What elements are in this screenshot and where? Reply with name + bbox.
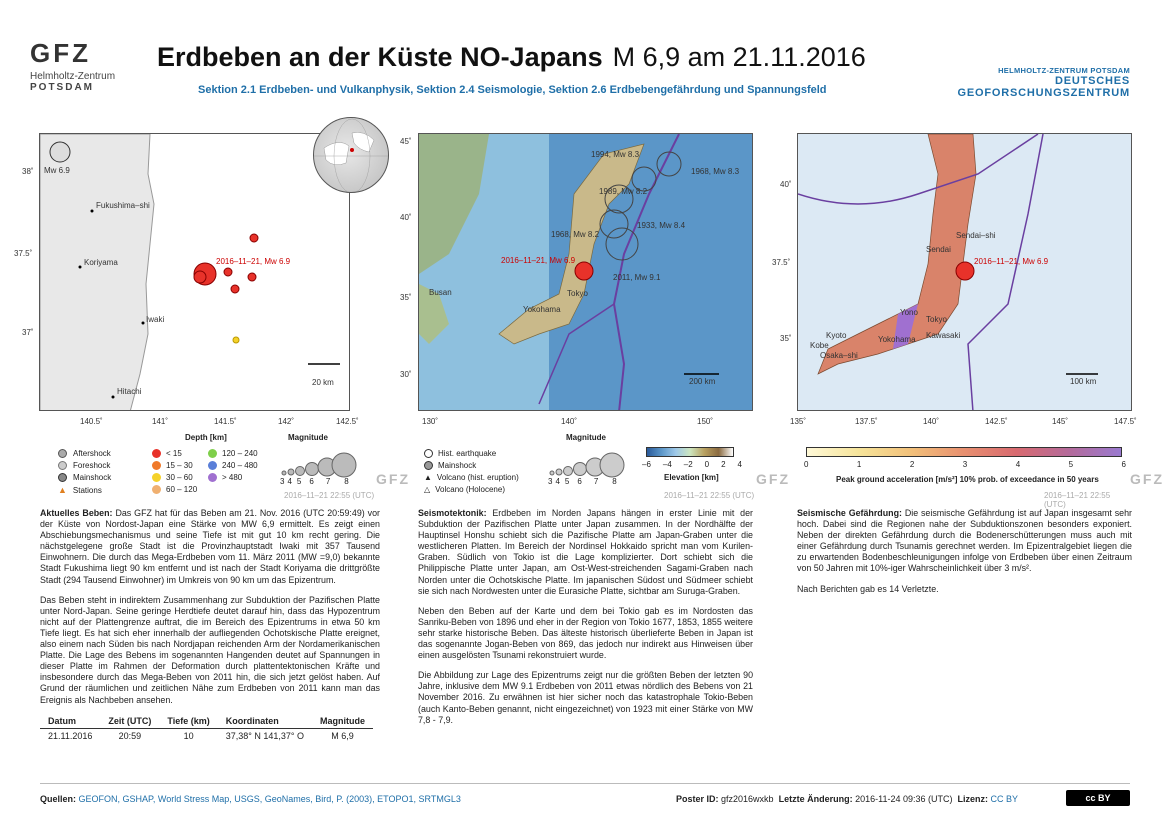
- logo-sub2: POTSDAM: [30, 82, 94, 93]
- column-current-quake: [40, 508, 380, 744]
- globe-svg: [314, 118, 389, 193]
- city-dot: [91, 210, 94, 213]
- title-bold: Erdbeben an der Küste NO-Japans: [157, 42, 603, 72]
- aftershock-marker: [250, 234, 258, 242]
- table-cell: 21.11.2016: [48, 730, 93, 741]
- elevation-title: Elevation [km]: [664, 473, 719, 482]
- hist-label: 1968, Mw 8.3: [691, 167, 740, 176]
- hazard-ticks: [804, 460, 1126, 469]
- right-logo-line3: GEOFORSCHUNGSZENTRUM: [957, 87, 1130, 99]
- lat-tick: 35˚: [400, 293, 412, 302]
- section-heading: Aktuelles Beben:: [40, 508, 113, 518]
- map-hazard[interactable]: [797, 133, 1132, 411]
- aftershock-marker: [233, 337, 239, 343]
- mag-tick: 4: [555, 477, 560, 486]
- paragraph: Die Abbildung zur Lage des Epizentrums zeigt nur die größten Beben der letzten 90 Jahre, inklusive dem MW 9.1 Erdbeben von 2011 etwas nördlich des Bebens von 21 November 2016. Zu erwähnen ist hier sicher noch das katastrophale Tokio-Beben (auch Kanto-Beben genannt, nicht eingezeichnet) von 1923 mit einer Stärke von MW 7,8 - 7,9.: [418, 670, 753, 725]
- hazard-tick: 2: [909, 460, 915, 469]
- depth-swatch: [208, 461, 217, 470]
- depth-swatch: [152, 473, 161, 482]
- map1-svg: [40, 134, 350, 411]
- aftershock-icon: [58, 449, 67, 458]
- foreshock-icon: [58, 461, 67, 470]
- city-dot: [112, 396, 115, 399]
- scale-label: 20 km: [312, 378, 334, 387]
- lon-tick: 137.5˚: [855, 417, 878, 426]
- mag-tick: 8: [612, 477, 617, 486]
- lat-tick: 37.5˚: [772, 258, 791, 267]
- mainshock-icon: [58, 473, 67, 482]
- mag-circle: [296, 467, 305, 476]
- hazard-tick: 0: [804, 460, 809, 469]
- license-label: Lizenz:: [957, 794, 989, 804]
- lat-tick: 38˚: [22, 167, 34, 176]
- mag-tick: 8: [344, 477, 349, 486]
- aftershock-marker: [224, 268, 232, 276]
- gfz-watermark: GFZ: [756, 471, 790, 487]
- paragraph: Erdbeben im Norden Japans hängen in erster Linie mit der Subduktion der Pazifischen Platte unter Japan zusammen. In der Nordhälfte der Hauptinsel Honshu schiebt sich die Pazifische Platte am Japan-Graben unter die westlicheren Platten. Im Bereich der Nordinsel Hokkaido spricht man vom Kurilen-Graben. Südlich von Tokio ist die Lage komplizierter. Dort schiebt sich die Philippische Platte unter Japan, am Ost-West-streichenden Sagami-Graben nach Norden unter die Ochotskische Platte. Im japanischen Südost und Südmeer schiebt sie sich nach Nordwesten unter die Eurasiche Platte, sichtbar am Suruga-Graben.: [418, 508, 754, 596]
- gfz-watermark: GFZ: [1130, 471, 1164, 487]
- last-changed: 2016-11-24 09:36 (UTC): [855, 794, 953, 804]
- hazard-title: Peak ground acceleration [m/s²] 10% prob. of exceedance in 50 years: [836, 475, 1099, 484]
- legend-item: [58, 461, 110, 470]
- city-label: Yokohama: [878, 335, 916, 344]
- mag-circle: [332, 453, 356, 477]
- globe-epicenter: [350, 148, 354, 152]
- aftershock-marker: [194, 271, 206, 283]
- mag-circle: [564, 467, 573, 476]
- lat-tick: 37.5˚: [14, 249, 33, 258]
- section-heading: Seismische Gefährdung:: [797, 508, 902, 518]
- lat-tick: 35˚: [780, 334, 792, 343]
- timestamp: 2016–11–21 22:55 (UTC): [1044, 491, 1111, 509]
- mag-tick: 5: [564, 477, 570, 486]
- mag-tick: 3: [280, 477, 285, 486]
- license-link[interactable]: CC BY: [990, 794, 1019, 804]
- legend-label: Hist. earthquake: [438, 449, 497, 458]
- lon-tick: 147.5˚: [1114, 417, 1137, 426]
- mag-circle: [574, 463, 587, 476]
- depth-swatch: [152, 461, 161, 470]
- hazard-tick: 3: [962, 460, 968, 469]
- city-label: Sendai–shi: [956, 231, 996, 240]
- legend-item: [58, 473, 111, 482]
- lat-tick: 30˚: [400, 370, 412, 379]
- lat-tick: 40˚: [400, 213, 412, 222]
- lon-tick: 130˚: [422, 417, 439, 426]
- poster-id-label: Poster ID:: [676, 794, 719, 804]
- city-label: Iwaki: [146, 315, 165, 324]
- gfz-watermark: GFZ: [376, 471, 410, 487]
- column-hazard: [797, 508, 1132, 604]
- legend-label: Stations: [72, 486, 102, 495]
- aftershock-marker: [248, 273, 256, 281]
- city-label: Yono: [900, 308, 918, 317]
- aftershock-marker: [231, 285, 239, 293]
- hist-label: 1989, Mw 8.2: [599, 187, 648, 196]
- legend-label: Volcano (hist. eruption): [436, 473, 519, 482]
- city-dot: [142, 322, 145, 325]
- event-label: 2016–11–21, Mw 6.9: [216, 257, 291, 266]
- right-logo-line2: DEUTSCHES: [1054, 75, 1130, 87]
- depth-swatch: [152, 449, 161, 458]
- mainshock-icon: [424, 461, 433, 470]
- lon-tick: 142.5˚: [336, 417, 359, 426]
- depth-label: 30 – 60: [166, 473, 193, 482]
- map-tectonic-overview[interactable]: [418, 133, 753, 411]
- elev-tick: 4: [737, 460, 742, 469]
- logo-sub1: Helmholtz-Zentrum: [30, 71, 116, 82]
- city-label: Tokyo: [926, 315, 947, 324]
- footer-sources: [40, 794, 461, 804]
- mag-tick: 5: [296, 477, 302, 486]
- event-label: 2016–11–21, Mw 6.9: [501, 256, 576, 265]
- hist-label: 1968, Mw 8.2: [551, 230, 600, 239]
- city-label: Kawasaki: [926, 331, 961, 340]
- elev-tick: –4: [662, 460, 672, 469]
- cc-badge-text: cc BY: [1085, 793, 1111, 803]
- elev-tick: –6: [642, 460, 651, 469]
- mainshock-marker[interactable]: [956, 262, 974, 280]
- hazard-tick: 4: [1015, 460, 1021, 469]
- city-label: Tokyo: [567, 289, 588, 298]
- mag-circle: [306, 463, 319, 476]
- section-heading: Seismotektonik:: [418, 508, 487, 518]
- paragraph: Das Beben steht in indirektem Zusammenhang zur Subduktion der Pazifischen Platte unter Nord-Japan. Seine geringe Herdtiefe deutet darauf hin, dass das Hypozentrum nicht auf der Plattengrenze auftrat, die im Bereich des Epizentrums in etwa 50 km Tiefe liegt. Es hat sich eher innerhalb der aufliegenden Ochotskische Platte ereignet, also einem nach Süden bis nach Nordjapan reichenden Arm der Nordamerikanischen Platte. Die Lage des Bebens im sogenannten Hangenden deutet auf Spannungen in dieser Platte im Rahmen der Deformation durch plattentektonischen Kräfte und insbesondere durch das Mega-Beben von 2011 hin, die sich jetzt gelöst haben. Auf Grund der räumlichen und zeitlichen Nähe zum Erdbeben von 2011 kann man das Ereignis als Nachbeben ansehen.: [40, 594, 380, 705]
- hist-label: 1994, Mw 8.3: [591, 150, 640, 159]
- mag-tick: 7: [593, 477, 599, 486]
- city-label: Busan: [429, 288, 452, 297]
- elev-tick: 0: [704, 460, 710, 469]
- globe-land: [352, 132, 374, 152]
- scale-label: 100 km: [1070, 377, 1097, 386]
- footer-meta: [676, 794, 1018, 804]
- volcano-triangle-icon: ▲: [424, 473, 432, 482]
- sources-links[interactable]: GEOFON, GSHAP, World Stress Map, USGS, GeoNames, Bird, P. (2003), ETOPO1, SRTMGL3: [78, 794, 461, 804]
- mag-tick: 6: [577, 477, 582, 486]
- city-label: Kyoto: [826, 331, 847, 340]
- mag-circle: [600, 453, 624, 477]
- lon-tick: 141˚: [152, 417, 169, 426]
- city-label: Sendai: [926, 245, 951, 254]
- station-triangle-icon: ▲: [58, 485, 67, 495]
- legend-label: Volcano (Holocene): [435, 485, 505, 494]
- map3-svg: [798, 134, 1132, 411]
- depth-swatch: [208, 449, 217, 458]
- city-label: Hitachi: [117, 387, 142, 396]
- hazard-tick: 1: [856, 460, 862, 469]
- legend-map1: [40, 433, 410, 503]
- depth-label: > 480: [222, 473, 243, 482]
- globe-land: [324, 142, 349, 164]
- lon-tick: 142˚: [278, 417, 295, 426]
- hazard-tick: 5: [1068, 460, 1074, 469]
- city-label: Kobe: [810, 341, 829, 350]
- paragraph: Die seismische Gefährdung ist auf Japan insgesamt sehr hoch. Dabei sind die Regionen nahe der Subduktionszonen besonders exponiert. Neben der direkten Gefährdung durch die Bodenerschütterungen muss auch mit einer Gefährdung durch Tsunamis gerechnet werden. Im Epizentralgebiet liegen die zu erwartenden Bodenbeschleunigungen infolge von Erdbeben über einen Zeitraum von 50 Jahren mit 10%-iger Wahrscheinlichkeit über 3 m/s².: [797, 508, 1132, 574]
- lon-tick: 140˚: [561, 417, 578, 426]
- legend-item: [58, 485, 102, 495]
- table-header: Zeit (UTC): [100, 715, 159, 729]
- legend-label: Foreshock: [73, 461, 111, 470]
- table-header-row: [40, 715, 373, 729]
- lon-tick: 140.5˚: [80, 417, 103, 426]
- table-row: [40, 728, 373, 744]
- table-header: Magnitude: [312, 715, 373, 729]
- depth-label: 15 – 30: [166, 461, 193, 470]
- city-dot: [79, 266, 82, 269]
- timestamp: 2016–11–21 22:55 (UTC): [284, 491, 375, 500]
- volcano-outline-icon: △: [424, 485, 431, 494]
- lon-tick: 145˚: [1052, 417, 1069, 426]
- legend-item: [58, 449, 111, 458]
- elev-tick: 2: [721, 460, 726, 469]
- depth-label: < 15: [166, 449, 182, 458]
- gfz-logo: [30, 38, 120, 98]
- globe-inset: [313, 117, 389, 193]
- timestamp: 2016–11–21 22:55 (UTC): [664, 491, 755, 500]
- table-header: Koordinaten: [218, 715, 312, 729]
- scale-label: 200 km: [689, 377, 716, 386]
- quake-data-table: [40, 715, 373, 744]
- legend-map3: [800, 433, 1164, 509]
- gfz-right-logo: [958, 66, 1130, 99]
- land-mass: [40, 134, 154, 411]
- paragraph: Neben den Beben auf der Karte und dem bei Tokio gab es im Nordosten das Sanriku-Beben von 1896 und eher in der Region von Tokio 1677, 1853, 1855 weitere sehr starke historische Beben. Das älteste historisch überlieferte Beben in Japan ist das sogenannte Jogan-Beben von 869, das jedoch nur indirekt aus Hinweisen über einen ausgelösten Tsunami rekonstruiert wurde.: [418, 605, 753, 661]
- elevation-ticks: [642, 460, 742, 469]
- elev-tick: –2: [683, 460, 693, 469]
- poster-id: gfz2016wxkb: [721, 794, 774, 804]
- paragraph: Nach Berichten gab es 14 Verletzte.: [797, 583, 939, 594]
- depth-title: Depth [km]: [185, 433, 227, 442]
- magnitude-title: Magnitude: [566, 433, 606, 442]
- lat-tick: 45˚: [400, 137, 412, 146]
- table-cell: 37,38° N 141,37° O: [225, 730, 304, 741]
- depth-label: 240 – 480: [222, 461, 258, 470]
- hist-label: 1933, Mw 8.4: [637, 221, 686, 230]
- table-cell: 20:59: [118, 730, 142, 741]
- hist-label: 2011, Mw 9.1: [613, 273, 661, 282]
- table-header: Tiefe (km): [159, 715, 217, 729]
- title-rest: M 6,9 am 21.11.2016: [612, 42, 866, 72]
- last-changed-label: Letzte Änderung:: [778, 794, 853, 804]
- mainshock-marker[interactable]: [575, 262, 593, 280]
- page-subtitle: Sektion 2.1 Erdbeben- und Vulkanphysik, Sektion 2.4 Seismologie, Sektion 2.6 Erdbebengefährdung und Spannungsfeld: [198, 84, 827, 96]
- paragraph: Das GFZ hat für das Beben am 21. Nov. 2016 (UTC 20:59:49) vor der Küste von Nordost-Japan eine Stärke von MW 6,9 ermittelt. Es zeigt einen Abschiebungsmechanismus und seine Tiefe ist mit gut 10 km recht gering. Die nächstgelegene große Stadt ist die Provinzhauptstadt Iwaki mit 357 Tausend Einwohnern. Die durch das Mega-Erdbeben vom 11. März 2011 (MW =9,0) bekannte Stadt Fukushima liegt 90 km entfernt und ist nach der Stadt Koriyama die drittgrößte Stadt (294 Tausend Einwohner) im Umkreis von 90 km um das Epizentrum.: [40, 508, 380, 585]
- mag-tick-labels: [548, 477, 617, 486]
- cc-by-badge[interactable]: [1066, 790, 1130, 806]
- mag-circle: [556, 469, 562, 475]
- mag-tick: 7: [325, 477, 331, 486]
- logo-text: GFZ: [30, 38, 91, 68]
- city-label: Fukushima–shi: [96, 201, 150, 210]
- footer-divider: [40, 783, 1130, 784]
- mag-tick: 6: [309, 477, 314, 486]
- page-title: [157, 42, 866, 73]
- hazard-colorbar: [806, 447, 1122, 457]
- mag-circle: [282, 471, 286, 475]
- event-label: 2016–11–21, Mw 6.9: [974, 257, 1049, 266]
- sources-label: Quellen:: [40, 794, 77, 804]
- lat-tick: 37˚: [22, 328, 34, 337]
- table-cell: 10: [183, 730, 194, 741]
- legend-label: Mainshock: [438, 461, 477, 470]
- magnitude-title: Magnitude: [288, 433, 328, 442]
- mag-circle: [288, 469, 294, 475]
- table-header: Datum: [40, 715, 100, 729]
- table-cell: M 6,9: [331, 730, 354, 741]
- hazard-tick: 6: [1121, 460, 1126, 469]
- lat-tick: 40˚: [780, 180, 792, 189]
- hist-quake-icon: [424, 449, 433, 458]
- mag-tick: 3: [548, 477, 553, 486]
- depth-swatch: [208, 473, 217, 482]
- lon-tick: 135˚: [790, 417, 807, 426]
- legend-label: Mainshock: [73, 473, 112, 482]
- right-logo-line1: HELMHOLTZ-ZENTRUM POTSDAM: [998, 66, 1130, 75]
- mag-circle: [550, 471, 554, 475]
- lon-tick: 150˚: [697, 417, 714, 426]
- beachball-icon: [50, 142, 70, 162]
- lon-tick: 142.5˚: [985, 417, 1008, 426]
- city-label: Koriyama: [84, 258, 118, 267]
- legend-map2: [420, 433, 790, 503]
- mag-tick: 4: [287, 477, 292, 486]
- elevation-colorbar: [646, 447, 734, 457]
- map-epicenter-region[interactable]: [39, 133, 350, 411]
- depth-swatch: [152, 485, 161, 494]
- legend-label: Aftershock: [73, 449, 111, 458]
- depth-label: 60 – 120: [166, 485, 198, 494]
- city-label: Osaka–shi: [820, 351, 858, 360]
- mag-tick-labels: [280, 477, 349, 486]
- lon-tick: 140˚: [923, 417, 940, 426]
- depth-label: 120 – 240: [222, 449, 258, 458]
- lon-tick: 141.5˚: [214, 417, 237, 426]
- city-label: Yokohama: [523, 305, 561, 314]
- column-seismotectonics: [418, 508, 753, 735]
- mw-label: Mw 6.9: [44, 166, 70, 175]
